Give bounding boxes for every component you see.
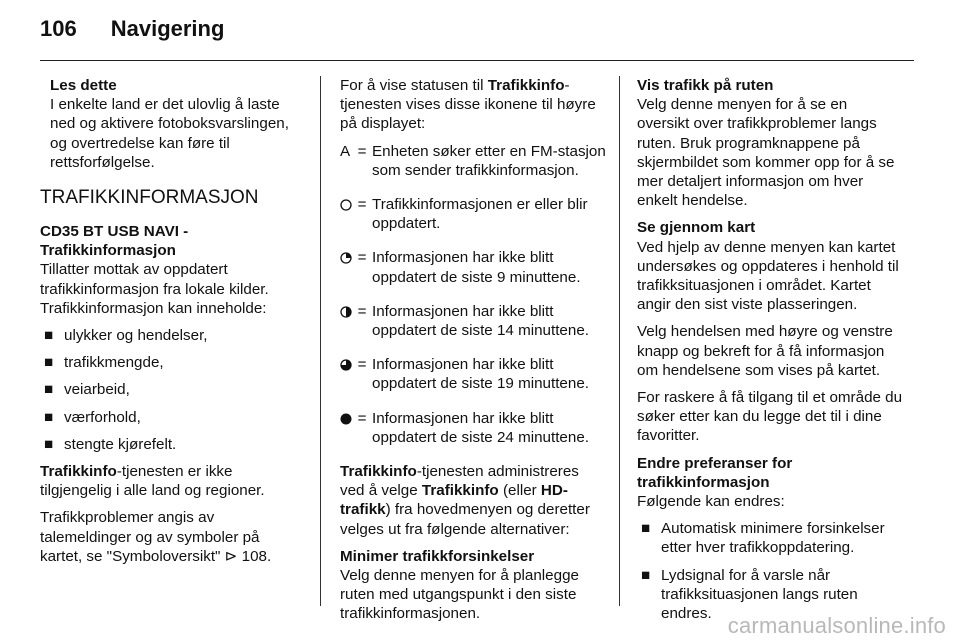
page-ref-arrow-icon: ⊳ bbox=[224, 547, 238, 565]
watermark: carmanualsonline.info bbox=[727, 613, 946, 638]
bullet-icon: ■ bbox=[44, 381, 54, 399]
status-symbol: A bbox=[340, 142, 351, 160]
page-header bbox=[40, 16, 914, 50]
bullet-icon: ■ bbox=[44, 435, 54, 453]
bullet-icon: ■ bbox=[44, 327, 54, 345]
page-ref-link[interactable]: 108. bbox=[241, 547, 272, 565]
bullet-list bbox=[40, 326, 302, 454]
admin-paragraph: Trafikkinfo-tjenesten administreres ved å velge Trafikkinfo (eller HD-trafikk) fra hovedmenyen og deretter velges ut fra følgende alternativer: bbox=[340, 463, 590, 538]
status-definition: = Informasjonen har ikke blitt oppdatert de siste 9 minuttene. bbox=[340, 248, 606, 286]
circle-three-quarter-icon bbox=[340, 355, 354, 393]
pref-intro: Følgende kan endres: bbox=[637, 493, 785, 511]
map-text-3: For raskere å få tilgang til et område du søker etter kan du legge det til i dine favoritter. bbox=[637, 389, 903, 445]
intro-paragraph: Tillatter mottak av oppdatert trafikkinformasjon fra lokale kilder. Trafikkinformasjon kan inneholde: bbox=[40, 261, 269, 317]
circle-empty-icon bbox=[340, 195, 354, 233]
list-item: ■ værforhold, bbox=[40, 408, 302, 427]
bullet-icon: ■ bbox=[44, 354, 54, 372]
column-3 bbox=[637, 76, 903, 631]
status-definition: = Informasjonen har ikke blitt oppdatert de siste 24 minuttene. bbox=[340, 409, 606, 447]
circle-quarter-icon bbox=[340, 248, 354, 286]
list-item: ■ ulykker og hendelser, bbox=[40, 326, 302, 345]
list-item: ■ stengte kjørefelt. bbox=[40, 435, 302, 454]
availability-paragraph: Trafikkinfo-tjenesten er ikke tilgjengelig i alle land og regioner. bbox=[40, 463, 265, 500]
header-rule bbox=[40, 60, 914, 61]
map-title: Se gjennom kart bbox=[637, 219, 756, 237]
bullet-icon: ■ bbox=[641, 566, 651, 584]
list-item: ■ Automatisk minimere forsinkelser etter hver trafikkoppdatering. bbox=[637, 519, 903, 557]
minimize-title: Minimer trafikkforsinkelser bbox=[340, 547, 535, 565]
status-intro: For å vise statusen til Trafikkinfo-tjenesten vises disse ikonene til høyre på displayet: bbox=[340, 77, 596, 133]
note-box bbox=[40, 76, 302, 172]
minimize-text: Velg denne menyen for å planlegge ruten med utgangspunkt i den siste trafikkinformasjonen. bbox=[340, 567, 579, 623]
status-definition: = Informasjonen har ikke blitt oppdatert de siste 14 minuttene. bbox=[340, 302, 606, 340]
map-text-2: Velg hendelsen med høyre og venstre knapp og bekreft for å få informasjon om hendelsene som vises på kartet. bbox=[637, 323, 893, 379]
column-divider-1 bbox=[320, 76, 321, 606]
bullet-icon: ■ bbox=[44, 408, 54, 426]
map-text-1: Ved hjelp av denne menyen kan kartet undersøkes og oppdateres i henhold til trafikksituasjonen i området. Kartet angir den sist viste plasseringen. bbox=[637, 238, 899, 314]
pref-bullet-list bbox=[637, 519, 903, 623]
pref-title: Endre preferanser for trafikkinformasjon bbox=[637, 454, 793, 491]
note-text: I enkelte land er det ulovlig å laste ned og aktivere fotoboksvarslingen, og overtredelse kan føre til rettsforfølgelse. bbox=[50, 96, 289, 171]
route-text: Velg denne menyen for å se en oversikt over trafikkproblemer langs ruten. Bruk programknappene på skjermbildet som kommer opp for å se mer detaljert informasjon om hver enkelt hendelse. bbox=[637, 96, 895, 210]
list-item: ■ Lydsignal for å varsle når trafikksituasjonen langs ruten endres. bbox=[637, 566, 903, 624]
route-title: Vis trafikk på ruten bbox=[637, 77, 774, 94]
sub-heading: CD35 BT USB NAVI - Trafikkinformasjon bbox=[40, 223, 189, 260]
circle-full-icon bbox=[340, 409, 354, 447]
note-title: Les dette bbox=[50, 77, 117, 94]
circle-half-icon bbox=[340, 302, 354, 340]
list-item: ■ trafikkmengde, bbox=[40, 353, 302, 372]
status-definition: = Informasjonen har ikke blitt oppdatert de siste 19 minuttene. bbox=[340, 355, 606, 393]
list-item: ■ veiarbeid, bbox=[40, 380, 302, 399]
status-definition: = Trafikkinformasjonen er eller blir oppdatert. bbox=[340, 195, 606, 233]
symbols-paragraph: Trafikkproblemer angis av talemeldinger og av symboler på kartet, se "Symboloversikt" ⊳ 108. bbox=[40, 509, 272, 565]
column-2 bbox=[340, 76, 606, 632]
section-heading: TRAFIKKINFORMASJON bbox=[40, 187, 259, 209]
bullet-icon: ■ bbox=[641, 520, 651, 538]
page-number: 106 bbox=[40, 16, 77, 41]
status-definition: A = Enheten søker etter en FM-stasjon som sender trafikkinformasjon. bbox=[340, 142, 606, 179]
column-1 bbox=[40, 76, 302, 574]
column-divider-2 bbox=[619, 76, 620, 606]
page-title: Navigering bbox=[110, 16, 225, 41]
